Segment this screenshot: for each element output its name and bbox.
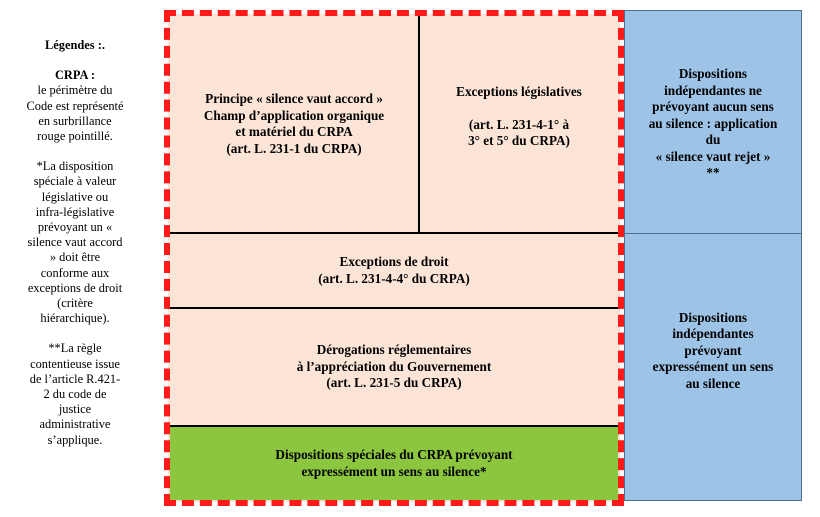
dispositions-speciales-line: expressément un sens au silence*: [301, 463, 487, 479]
legend-note2-line: de l’article R.421-: [29, 371, 121, 386]
legend-note2-line: s’applique.: [47, 432, 103, 447]
independantes-sens-line: expressément un sens: [652, 359, 774, 375]
independantes-sens-line: au silence: [685, 375, 741, 391]
derogations-box: [170, 309, 618, 425]
legend-note2-line: 2 du code de: [43, 387, 107, 402]
exceptions-legislatives-title: Exceptions législatives: [456, 84, 582, 100]
derogations-line: Dérogations réglementaires: [316, 342, 472, 358]
legend-note2-line: contentieuse issue: [30, 356, 120, 371]
legend-note1-line: (critère: [57, 296, 93, 311]
legend-note1-line: prévoyant un «: [37, 220, 113, 235]
exceptions-droit-line: Exceptions de droit: [339, 254, 449, 269]
legend-note1-line: silence vaut accord: [27, 235, 123, 250]
legend-note1-line: » doit être: [49, 250, 101, 265]
legend-note2-line: justice: [58, 402, 92, 417]
independantes-rejet-line: prévoyant aucun sens: [652, 99, 774, 115]
derogations-line: à l’appréciation du Gouvernement: [296, 358, 492, 374]
independantes-rejet-box: [624, 10, 802, 233]
legend-note1-line: hiérarchique).: [40, 311, 110, 326]
exceptions-legislatives-ref: 3° et 5° du CRPA): [468, 133, 570, 149]
legend-note1-line: *La disposition: [36, 159, 114, 174]
independantes-rejet-line: du: [705, 132, 721, 148]
legend-title: Légendes :.: [45, 38, 105, 52]
derogations-line: (art. L. 231-5 du CRPA): [326, 375, 462, 391]
exceptions-droit-box: [170, 234, 618, 307]
divider-horizontal-2: [168, 307, 620, 309]
divider-vertical: [418, 14, 420, 233]
independantes-rejet-line: au silence : application: [648, 115, 778, 131]
legend: [0, 38, 150, 448]
legend-note1-line: exceptions de droit: [27, 280, 123, 295]
legend-crpa-line: rouge pointillé.: [37, 129, 113, 144]
principe-line: (art. L. 231-1 du CRPA): [226, 140, 362, 156]
independantes-rejet-line: indépendantes ne: [664, 82, 762, 98]
divider-horizontal-1: [168, 232, 620, 234]
dispositions-speciales-box: [170, 427, 618, 500]
legend-crpa-line: en surbrillance: [38, 113, 112, 128]
legend-note1-line: infra-législative: [35, 204, 115, 219]
independantes-sens-line: prévoyant: [684, 342, 742, 358]
exceptions-legislatives-ref: (art. L. 231-4-1° à: [468, 116, 570, 132]
legend-note1-line: conforme aux: [40, 265, 110, 280]
independantes-rejet-line: « silence vaut rejet »: [655, 148, 771, 164]
legend-note2-line: administrative: [39, 417, 111, 432]
exceptions-droit-line: (art. L. 231-4-4° du CRPA): [318, 270, 470, 286]
principe-line: Champ d’application organique: [203, 107, 385, 123]
principe-line: Principe « silence vaut accord »: [205, 91, 383, 106]
principe-line: et matériel du CRPA: [235, 124, 353, 139]
exceptions-legislatives-box: [420, 16, 618, 232]
legend-note1-line: législative ou: [41, 189, 109, 204]
legend-note2-line: **La règle: [48, 341, 102, 356]
legend-crpa-line: Code est représenté: [26, 98, 124, 113]
independantes-sens-box: [624, 233, 802, 501]
divider-horizontal-3: [168, 425, 620, 427]
independantes-rejet-line: Dispositions: [678, 66, 748, 82]
independantes-sens-line: indépendantes: [672, 326, 754, 342]
legend-crpa-line: le périmètre du: [37, 83, 113, 98]
independantes-sens-line: Dispositions: [678, 309, 748, 325]
dispositions-speciales-line: Dispositions spéciales du CRPA prévoyant: [275, 447, 513, 462]
legend-crpa-term: CRPA :: [54, 68, 96, 83]
principe-box: [170, 16, 418, 232]
independantes-rejet-line: **: [706, 165, 720, 181]
legend-note1-line: spéciale à valeur: [33, 174, 117, 189]
